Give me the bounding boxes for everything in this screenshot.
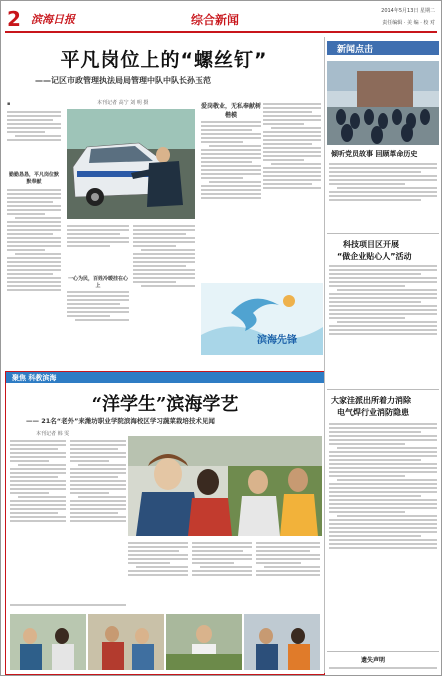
news-click-banner <box>327 41 439 55</box>
lead-text-col1b <box>7 187 61 355</box>
lead-section-head-2: 一心为民，百姓冷暖挂在心上 <box>67 276 128 289</box>
sidebar-story1-text <box>329 161 437 231</box>
paper-name: 滨海日报 <box>31 13 75 26</box>
lead-headline: 平凡岗位上的“螺丝钉” <box>60 49 268 71</box>
section-title: 综合新闻 <box>191 13 240 27</box>
sidebar-divider-2 <box>327 389 439 390</box>
sidebar-story3-text <box>329 421 437 647</box>
lead-text-col5 <box>263 101 321 279</box>
feature-byline: 本刊记者 韩 雯 <box>36 431 70 437</box>
lost-notice-text <box>329 665 437 673</box>
sidebar-divider-3 <box>327 651 439 652</box>
column-divider <box>324 37 325 673</box>
feature-photo-2 <box>88 614 164 670</box>
feature-tag: 聚焦 科教滨海 <box>12 374 57 382</box>
lead-photo <box>67 109 195 219</box>
lead-subheadline: ——记区市政管理执法局局管理中队中队长孙玉范 <box>35 76 211 85</box>
header-rule <box>5 31 437 33</box>
feature-text-col4 <box>192 540 252 610</box>
lead-section-head-1: 勤勤恳恳，平凡岗位默默奉献 <box>8 172 59 185</box>
lead-byline: 本刊记者 高宁 刘 明 摄 <box>97 100 149 106</box>
sidebar-story1-title: 倾听党员故事 回顾革命历史 <box>331 150 418 158</box>
feature-text-col2 <box>70 438 126 598</box>
sidebar-story2-text <box>329 263 437 387</box>
feature-tag-bar <box>6 372 324 383</box>
sidebar-story3-title: 大家洼派出所着力消除 <box>331 396 411 405</box>
page-header <box>1 1 441 35</box>
feature-story <box>5 371 325 675</box>
sidebar-divider-1 <box>327 233 439 234</box>
lead-text-col1a <box>7 109 61 169</box>
sidebar-story2-title: 科技项目区开展 <box>343 240 399 249</box>
editor-line: 责任编辑 · 美 编 · 校 对 <box>382 20 435 26</box>
feature-text-bottom <box>10 602 126 612</box>
sidebar-story3-subtitle: 电气焊行业消防隐患 <box>337 408 409 417</box>
feature-headline: “洋学生”滨海学艺 <box>91 394 239 415</box>
lead-text-col2a <box>67 223 129 273</box>
pioneer-caption: 滨海先锋 <box>257 335 297 346</box>
feature-main-photo <box>128 436 322 536</box>
sidebar-photo <box>327 61 439 145</box>
lead-story <box>5 37 323 357</box>
lead-text-col3 <box>133 223 195 355</box>
lead-byline-col: ▪ <box>7 101 11 107</box>
page-number: 2 <box>7 7 21 31</box>
pioneer-graphic <box>201 283 323 355</box>
feature-photo-4 <box>244 614 320 670</box>
lead-text-col2b <box>67 289 129 355</box>
lead-text-col4 <box>201 119 261 279</box>
lost-notice-title: 遗失声明 <box>361 657 386 664</box>
feature-text-col5 <box>256 540 320 610</box>
feature-photo-3 <box>166 614 242 670</box>
feature-text-col3 <box>128 540 188 610</box>
right-column <box>327 37 439 673</box>
feature-text-col1 <box>10 438 66 598</box>
date-line: 2014年5月13日 星期二 <box>381 8 435 14</box>
feature-subheadline: —— 21名“老外”来潍坊职业学院滨海校区学习蔬菜栽培技术见闻 <box>26 417 215 425</box>
news-click-label: 新闻点击 <box>337 45 374 55</box>
sidebar-story2-subtitle: “做企业贴心人”活动 <box>337 252 412 261</box>
lead-section-head-3: 爱岗敬业，无私奉献树楷模 <box>201 103 262 119</box>
feature-photo-1 <box>10 614 86 670</box>
